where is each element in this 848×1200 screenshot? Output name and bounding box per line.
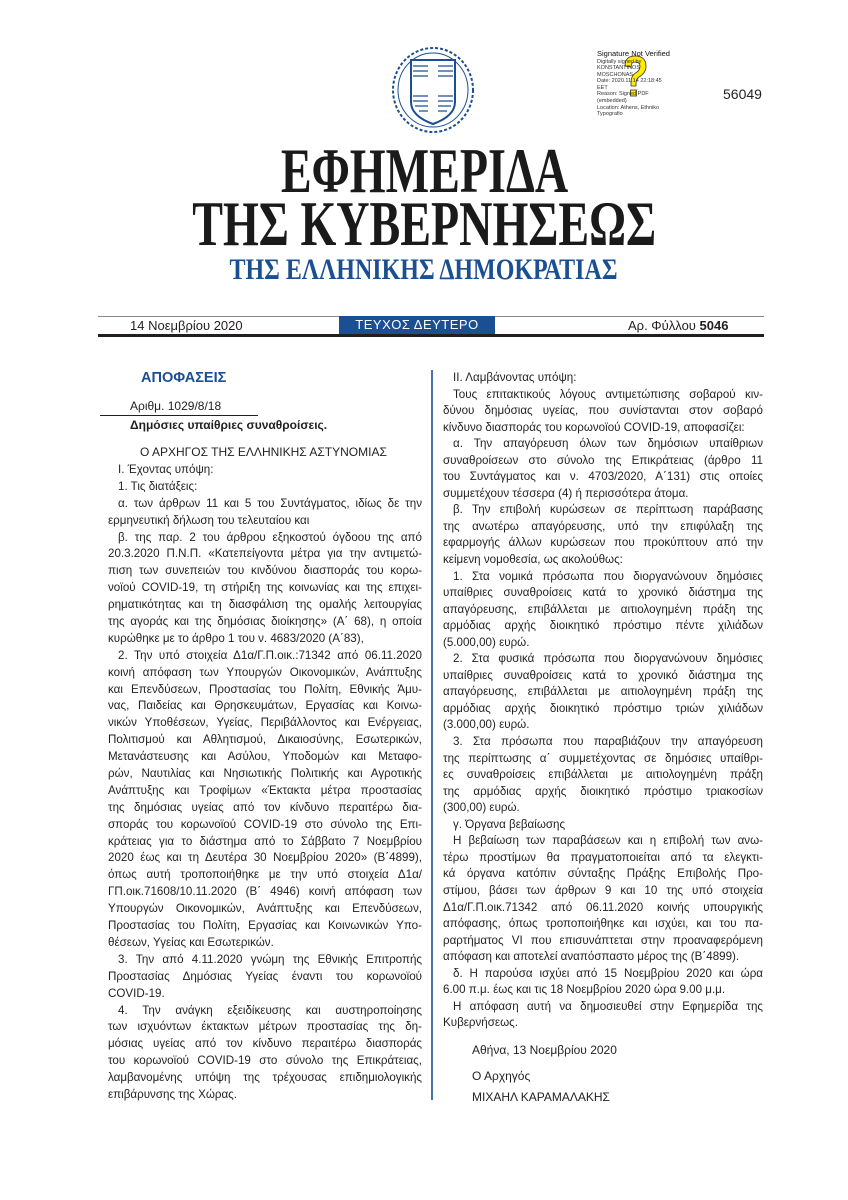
text-line: υπαίθριες συναθροίσεις κατά το χρονικό διάστημα της	[443, 668, 763, 682]
paragraph	[443, 734, 763, 817]
text-line: του Συντάγματος και ν. 4703/2020, Α΄131) στις οποίες	[443, 470, 763, 484]
gazette-title-line2: ΤΗΣ ΚΥΒΕΡΝΗΣΕΩΣ	[192, 188, 656, 259]
text-line: (300,00) ευρώ.	[443, 801, 520, 815]
decision-subject: Δημόσιες υπαίθριες συναθροίσεις.	[130, 418, 328, 432]
text-line: όπως αυτή τροποποιήθηκε με την υπό στοιχεία Δ1α/	[108, 868, 422, 882]
text-line: 4. Την ανάγκη εξειδίκευσης και αυστηροποίησης	[118, 1003, 422, 1017]
page-number: 56049	[723, 86, 762, 102]
signature-detail-line: Typografio	[597, 111, 623, 118]
text-line: (3.000,00) ευρώ.	[443, 718, 530, 732]
decision-number-underline	[100, 415, 258, 416]
text-line: β. της παρ. 2 του άρθρου εξηκοστού όγδοου της από	[118, 530, 422, 544]
decision-number: Αριθμ. 1029/8/18	[130, 399, 222, 413]
text-line: Κυβερνήσεως.	[443, 1016, 518, 1030]
text-line: κοινή απόφαση των Υπουργών Οικονομικών, Ανάπτυξης	[108, 665, 422, 679]
paragraph	[108, 462, 422, 479]
text-line: β. Την επιβολή κυρώσεων σε περίπτωση παράβασης	[453, 503, 763, 517]
text-line: Προστασίας Δημόσιας Υγείας έναντι του κορωνοϊού	[108, 969, 422, 983]
text-line: Η βεβαίωση των παραβάσεων και η επιβολή των ανω-	[453, 834, 763, 848]
text-line: Δ1α/Γ.Π.οικ.71342 από 06.11.2020 κοινής υπουργικής	[443, 900, 763, 914]
text-line: 3. Την από 4.11.2020 γνώμη της Εθνικής Επιτροπής	[118, 952, 422, 966]
paragraph	[443, 651, 763, 734]
left-text-column	[108, 462, 422, 1104]
text-line: 6.00 π.μ. έως και τις 18 Νοεμβρίου 2020 ώρα 9.00 μ.μ.	[443, 983, 726, 997]
text-line: κά όργανα κατόπιν σύνταξης Πράξης Επιβολής Προ-	[443, 867, 763, 881]
right-text-column	[443, 370, 763, 1032]
text-line: στίμου, βάσει των άρθρων 9 και 10 της υπό στοιχεία	[443, 883, 763, 897]
paragraph	[108, 1003, 422, 1104]
text-line: Προστασίας του Πολίτη, Εργασίας και Κοινωνικών Υπο-	[108, 919, 422, 933]
text-line: δ. Η παρούσα ισχύει από 15 Νοεμβρίου 2020 και ώρα	[453, 966, 763, 980]
text-line: Υπουργών Οικονομικών, Ανάπτυξης και Επενδύσεων,	[108, 902, 422, 916]
issue-series-badge: ΤΕΥΧΟΣ ΔΕΥΤΕΡΟ	[339, 316, 495, 334]
signature-detail-line: MOSCHONAS	[597, 71, 634, 78]
text-line: των ισχυόντων έκτακτων μέτρων προστασίας της δη-	[108, 1020, 422, 1034]
text-line: επιβάρυνσης της Χώρας.	[108, 1087, 237, 1101]
place-and-date: Αθήνα, 13 Νοεμβρίου 2020	[472, 1043, 617, 1057]
decision-issuer: Ο ΑΡΧΗΓΟΣ ΤΗΣ ΕΛΛΗΝΙΚΗΣ ΑΣΤΥΝΟΜΙΑΣ	[140, 445, 387, 459]
signature-detail-line: Location: Athens, Ethniko	[597, 104, 660, 111]
text-line: Τους επιτακτικούς λόγους αντιμετώπισης σοβαρού κιν-	[453, 387, 763, 401]
paragraph	[443, 569, 763, 652]
paragraph	[443, 817, 763, 834]
text-line: αρμόδιας αρχής διοικητικό πρόστιμο πέντε χιλιάδων	[443, 619, 763, 633]
text-line: απαγόρευσης, επιβάλλεται με αιτιολογημένη πράξη της	[443, 602, 763, 616]
signatory-role: Ο Αρχηγός	[472, 1069, 531, 1083]
paragraph	[108, 648, 422, 952]
text-line: υπαίθριες συναθροίσεις κατά το χρονικό διάστημα της	[443, 586, 763, 600]
text-line: κυρώθηκε με το άρθρο 1 του ν. 4683/2020 (Α΄83),	[108, 631, 364, 645]
text-line: πιση των συνεπειών του κινδύνου διασποράς του κορω-	[108, 564, 422, 578]
text-line: κείμενη νομοθεσία, ως ακολούθως:	[443, 553, 623, 567]
text-line: κράτειας για το διάστημα από το Σάββατο 7 Νοεμβρίου	[108, 834, 422, 848]
text-line: της περίπτωσης α΄ συμμετέχοντας σε δημόσιες υπαίθρι-	[443, 751, 763, 765]
gazette-subtitle: ΤΗΣ ΕΛΛΗΝΙΚΗΣ ΔΗΜΟΚΡΑΤΙΑΣ	[229, 253, 619, 286]
gazette-title-line1: ΕΦΗΜΕΡΙΔΑ	[280, 135, 568, 206]
signature-status: Signature Not Verified	[597, 49, 670, 58]
text-line: του κορωνοϊού COVID-19 στο σύνολο της Επικράτειας,	[108, 1054, 422, 1068]
text-line: μόσιας υγείας από τον κίνδυνο περαιτέρω διασποράς	[108, 1037, 422, 1051]
paragraph	[108, 496, 422, 530]
text-line: Μετανάστευσης και Ασύλου, Υποδομών και Μεταφο-	[108, 750, 422, 764]
text-line: συμμετέχουν τέσσερα (4) ή περισσότερα άτομα.	[443, 486, 689, 500]
text-line: 2. Στα φυσικά πρόσωπα που διοργανώνουν δημόσιες	[453, 652, 763, 666]
paragraph	[108, 952, 422, 1003]
text-line: 2020 έως και τη Δευτέρα 30 Νοεμβρίου 2020» (Β΄4899),	[108, 851, 422, 865]
text-line: της δημόσιας υγείας από τον κίνδυνο περαιτέρω δια-	[108, 800, 422, 814]
header-rule-bottom	[98, 334, 764, 337]
signature-detail-line: KONSTANTINOS	[597, 65, 640, 72]
paragraph	[443, 966, 763, 999]
text-line: αρμόδιας αρχής διοικητικό πρόστιμο τριών χιλιάδων	[443, 701, 763, 715]
signature-detail-line: EET	[597, 84, 608, 91]
text-line: δύνου δημόσιας υγείας, που συνίστανται στον σοβαρό	[443, 404, 763, 418]
signatory-name: ΜΙΧΑΗΛ ΚΑΡΑΜΑΛΑΚΗΣ	[472, 1090, 610, 1104]
text-line: θέσεων, Υγείας και Εσωτερικών.	[108, 935, 274, 949]
paragraph	[443, 387, 763, 437]
text-line: και Επενδύσεων, Προστασίας του Πολίτη, Εθνικής Άμυ-	[108, 682, 422, 696]
text-line: α. Την απαγόρευση όλων των δημόσιων υπαίθριων	[453, 437, 763, 451]
text-line: συναθροίσεων στο σύνολο της Επικράτειας (άρθρο 11	[443, 453, 763, 467]
text-line: 3. Στα πρόσωπα που παραβιάζουν την απαγόρευση	[453, 735, 763, 749]
text-line: εφαρμογής άλλων κυρώσεων που προκύπτουν από την	[443, 536, 763, 550]
paragraph	[443, 833, 763, 965]
sheet-number-value: 5046	[699, 318, 729, 333]
sheet-label: Αρ. Φύλλου	[628, 318, 700, 333]
text-line: 1. Τις διατάξεις:	[118, 479, 198, 493]
text-line: (5.000,00) ευρώ.	[443, 635, 530, 649]
signature-detail-line: Date: 2020.11.14 22:18:45	[597, 78, 662, 85]
paragraph	[443, 999, 763, 1032]
text-line: ες συναθροίσεις επιβάλλεται με αιτιολογημένη πράξη	[443, 768, 763, 782]
greek-coat-of-arms-emblem	[387, 44, 479, 138]
text-line: ρηματικότητας και τη διασφάλιση της ομαλής λειτουργίας	[108, 598, 422, 612]
text-line: Πολιτισμού και Αθλητισμού, Δικαιοσύνης, Εσωτερικών,	[108, 733, 422, 747]
paragraph	[443, 502, 763, 568]
paragraph	[108, 479, 422, 496]
text-line: νοϊού COVID-19, τη στήριξη της κοινωνίας και της επιχει-	[108, 581, 422, 595]
text-line: α. των άρθρων 11 και 5 του Συντάγματος, ιδίως δε την	[118, 496, 422, 510]
text-line: απόφαση και αποτελεί αναπόσπαστο μέρος της (Β΄4899).	[443, 950, 740, 964]
text-line: ΓΠ.οικ.71608/10.11.2020 (Β΄ 4946) κοινή απόφαση των	[108, 885, 422, 899]
paragraph	[443, 370, 763, 387]
text-line: σποράς του κορωνοϊού COVID-19 στο σύνολο της Επι-	[108, 817, 422, 831]
section-heading: ΑΠΟΦΑΣΕΙΣ	[141, 370, 227, 386]
text-line: λαμβανομένης υπόψη της τρέχουσας επιδημιολογικής	[108, 1071, 422, 1085]
text-line: της αρμόδιας αρχής διοικητικό πρόστιμο τριακοσίων	[443, 784, 763, 798]
signature-detail-line: Digitally signed by	[597, 58, 642, 65]
text-line: Ανάπτυξης και Τροφίμων «Έκτακτα μέτρα προστασίας	[108, 783, 422, 797]
sheet-number	[628, 317, 728, 334]
text-line: 1. Στα νομικά πρόσωπα που διοργανώνουν δημόσιες	[453, 569, 763, 583]
text-line: ραρτήματος VI που επισυνάπτεται στην προαναφερόμενη	[443, 933, 763, 947]
text-line: κίνδυνο διασποράς του κορωνοϊού COVID-19, αποφασίζει:	[443, 420, 745, 434]
signature-detail-line: Reason: Signed PDF	[597, 91, 649, 98]
text-line: απόφασης, όπως τροποποιήθηκε και ισχύει, και του πα-	[443, 917, 763, 931]
signature-detail-line: (embedded)	[597, 98, 627, 105]
text-line: 20.3.2020 Π.Ν.Π. «Κατεπείγοντα μέτρα για την αντιμετώ-	[108, 547, 422, 561]
text-line: ΙΙ. Λαμβάνοντας υπόψη:	[453, 371, 577, 384]
text-line: τέρω προστίμων θα πραγματοποιείται από τα ελεγκτι-	[443, 850, 763, 864]
text-line: ρών, Ναυτιλίας και Νησιωτικής Πολιτικής και Αγροτικής	[108, 767, 422, 781]
text-line: νας, Παιδείας και Θρησκευμάτων, Εργασίας και Κοινω-	[108, 699, 422, 713]
text-line: γ. Όργανα βεβαίωσης	[453, 817, 566, 831]
text-line: 2. Την υπό στοιχεία Δ1α/Γ.Π.οικ.:71342 από 06.11.2020	[118, 648, 422, 662]
text-line: νικών Υποθέσεων, Υγείας, Περιβάλλοντος και Ενέργειας,	[108, 716, 422, 730]
paragraph	[443, 436, 763, 502]
text-line: Ι. Έχοντας υπόψη:	[118, 463, 214, 476]
text-line: ερμηνευτική δήλωση του τελευταίου και	[108, 513, 310, 527]
text-line: της ανωτέρω απαγόρευσης, υπό την επιφύλαξη της	[443, 519, 763, 533]
text-line: απαγόρευσης, επιβάλλεται με αιτιολογημένη πράξη της	[443, 685, 763, 699]
issue-date: 14 Νοεμβρίου 2020	[130, 318, 243, 333]
text-line: Η απόφαση αυτή να δημοσιευθεί στην Εφημερίδα της	[453, 999, 763, 1013]
text-line: της αγοράς και της δημόσιας διοίκησης» (Α΄ 68), η οποία	[108, 615, 422, 629]
signature-details	[597, 59, 681, 118]
text-line: COVID-19.	[108, 986, 165, 1000]
column-divider	[431, 370, 433, 1100]
paragraph	[108, 530, 422, 648]
digital-signature-stamp	[597, 50, 681, 126]
